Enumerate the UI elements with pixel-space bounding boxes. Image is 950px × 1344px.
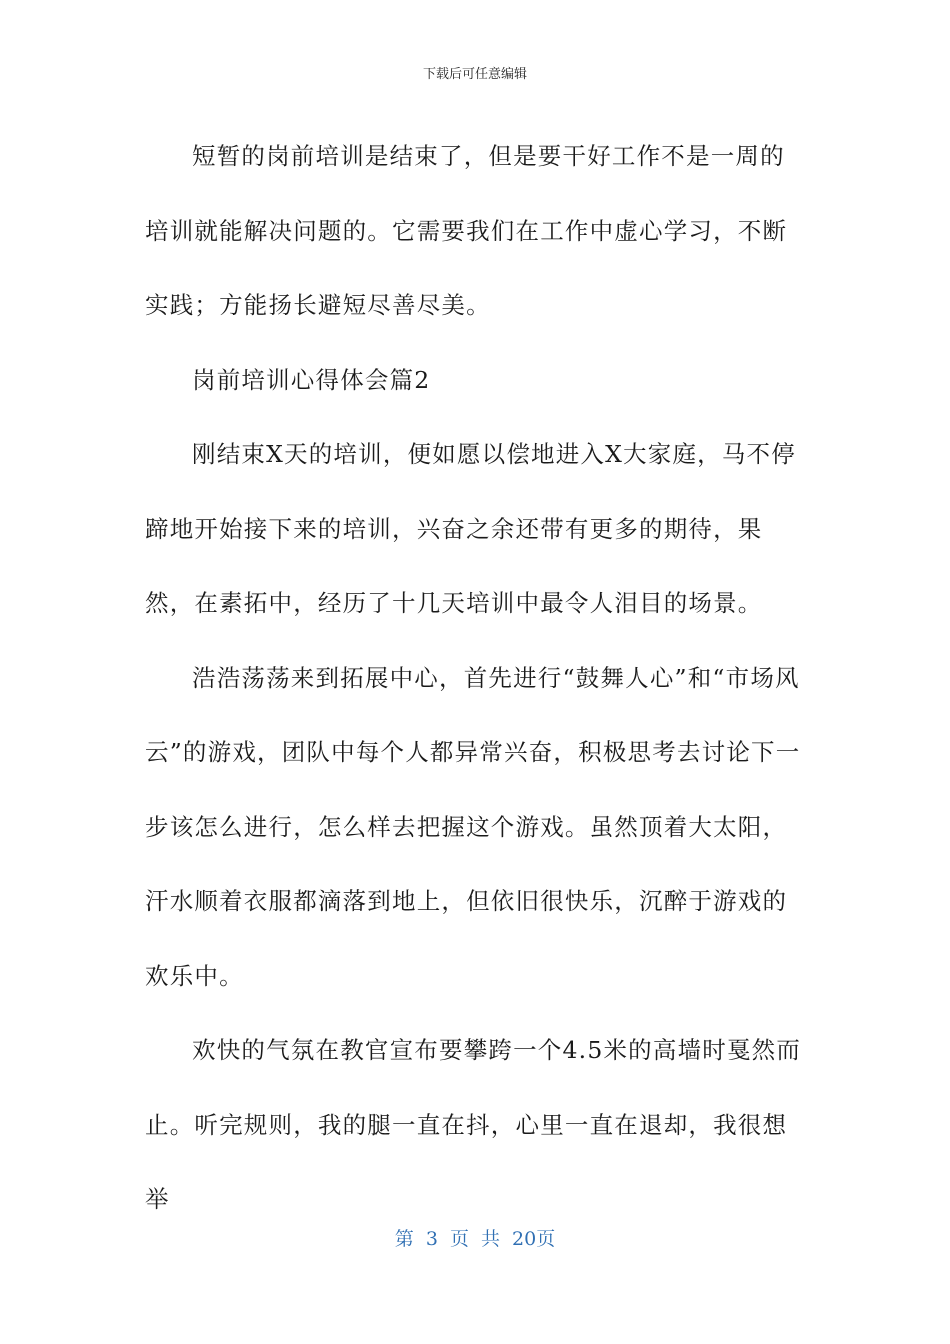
document-body [145, 119, 805, 1237]
paragraph-1: 短暂的岗前培训是结束了，但是要干好工作不是一周的培训就能解决问题的。它需要我们在工作中虚心学习，不断实践；方能扬长避短尽善尽美。 [145, 142, 788, 319]
page-header-note: 下载后可任意编辑 [422, 67, 527, 82]
paragraph-2: 刚结束X天的培训，便如愿以偿地进入X大家庭，马不停蹄地开始接下来的培训，兴奋之余还带有更多的期待，果然，在素拓中，经历了十几天培训中最令人泪目的场景。 [145, 440, 796, 617]
page-number: 第 3 页 共 20页 [394, 1228, 556, 1250]
section-heading: 岗前培训心得体会篇2 [192, 365, 431, 394]
paragraph-3: 浩浩荡荡来到拓展中心，首先进行“鼓舞人心”和“市场风云”的游戏，团队中每个人都异常兴奋，积极思考去讨论下一步该怎么进行，怎么样去把握这个游戏。虽然顶着大太阳，汗水顺着衣服都滴落到地上，但依旧很快乐，沉醉于游戏的欢乐中。 [145, 663, 801, 990]
paragraph-4: 欢快的气氛在教官宣布要攀跨一个4.5米的高墙时戛然而止。听完规则，我的腿一直在抖，心里一直在退却，我很想举 [145, 1036, 802, 1213]
